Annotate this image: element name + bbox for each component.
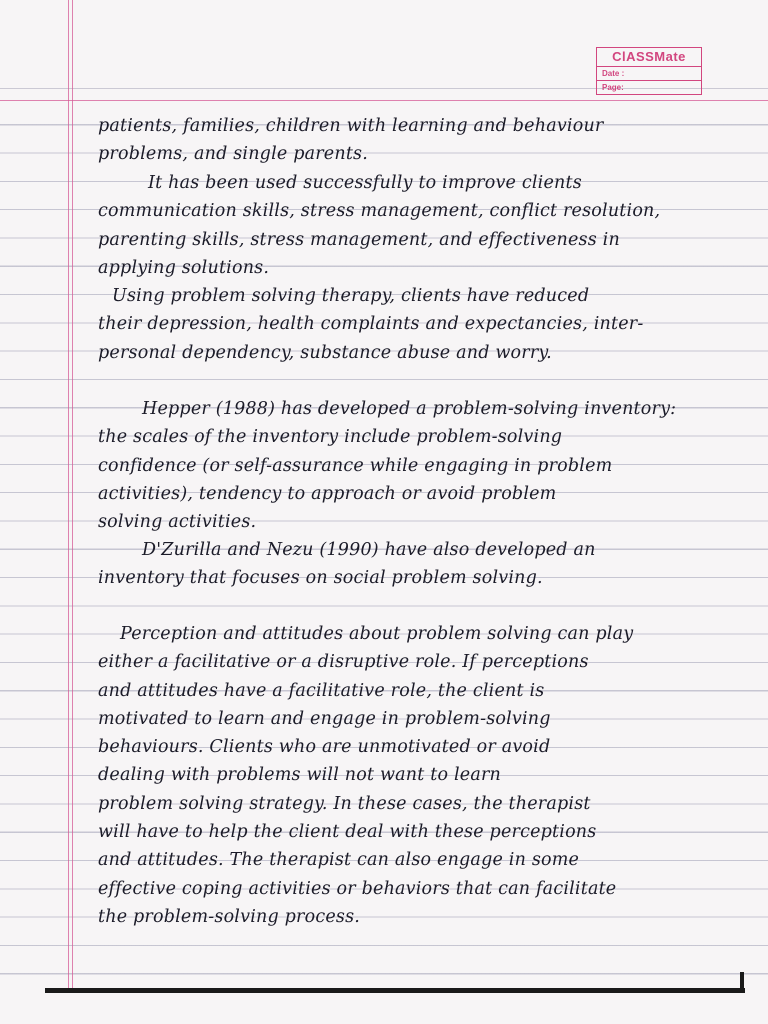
stamp-brand: ClASSMate	[597, 48, 701, 67]
text-line: the problem-solving process.	[98, 906, 361, 927]
text-line: and attitudes have a facilitative role, the client is	[98, 680, 545, 701]
text-line: confidence (or self-assurance while engaging in problem	[98, 455, 613, 476]
text-line: either a facilitative or a disruptive role. If perceptions	[98, 652, 589, 673]
text-line: communication skills, stress management, conflict resolution,	[98, 201, 661, 222]
text-line: Perception and attitudes about problem solving can play	[120, 624, 634, 644]
page-bottom-edge	[45, 988, 745, 993]
text-line: activities), tendency to approach or avoid problem	[98, 483, 557, 504]
paragraph-1	[98, 112, 758, 169]
text-line: D'Zurilla and Nezu (1990) have also developed an	[142, 540, 596, 560]
header-margin-line	[0, 100, 768, 101]
text-line: dealing with problems will not want to learn	[98, 765, 502, 786]
text-line: problems, and single parents.	[98, 144, 369, 165]
left-margin-line-inner	[72, 0, 73, 990]
stamp-date-label: Date :	[597, 67, 701, 81]
classmate-stamp	[596, 47, 702, 95]
text-line: the scales of the inventory include problem-solving	[98, 427, 563, 448]
paragraph-6	[98, 620, 758, 931]
text-line: behaviours. Clients who are unmotivated or avoid	[98, 737, 551, 758]
text-line: will have to help the client deal with these perceptions	[98, 822, 597, 843]
text-line: effective coping activities or behaviors that can facilitate	[98, 878, 617, 899]
text-line: solving activities.	[98, 512, 257, 533]
text-line: Using problem solving therapy, clients have reduced	[112, 286, 590, 306]
text-line: problem solving strategy. In these cases, the therapist	[98, 793, 591, 814]
paragraph-3	[98, 282, 758, 367]
text-line: their depression, health complaints and expectancies, inter-	[98, 314, 644, 335]
paragraph-5	[98, 536, 758, 593]
stamp-page-label: Page:	[602, 83, 624, 92]
text-line: personal dependency, substance abuse and worry.	[98, 342, 552, 363]
paragraph-2	[98, 169, 758, 282]
text-line: parenting skills, stress management, and effectiveness in	[98, 229, 620, 250]
text-line: Hepper (1988) has developed a problem-solving inventory:	[142, 399, 677, 419]
left-margin-line-outer	[68, 0, 69, 990]
page-corner-edge	[740, 972, 744, 992]
text-line: motivated to learn and engage in problem-solving	[98, 708, 551, 729]
text-line: applying solutions.	[98, 257, 270, 278]
text-line: patients, families, children with learning and behaviour	[98, 116, 604, 136]
paragraph-4	[98, 395, 758, 536]
text-line: It has been used successfully to improve clients	[148, 173, 582, 193]
text-line: and attitudes. The therapist can also engage in some	[98, 850, 580, 871]
text-line: inventory that focuses on social problem solving.	[98, 568, 543, 589]
